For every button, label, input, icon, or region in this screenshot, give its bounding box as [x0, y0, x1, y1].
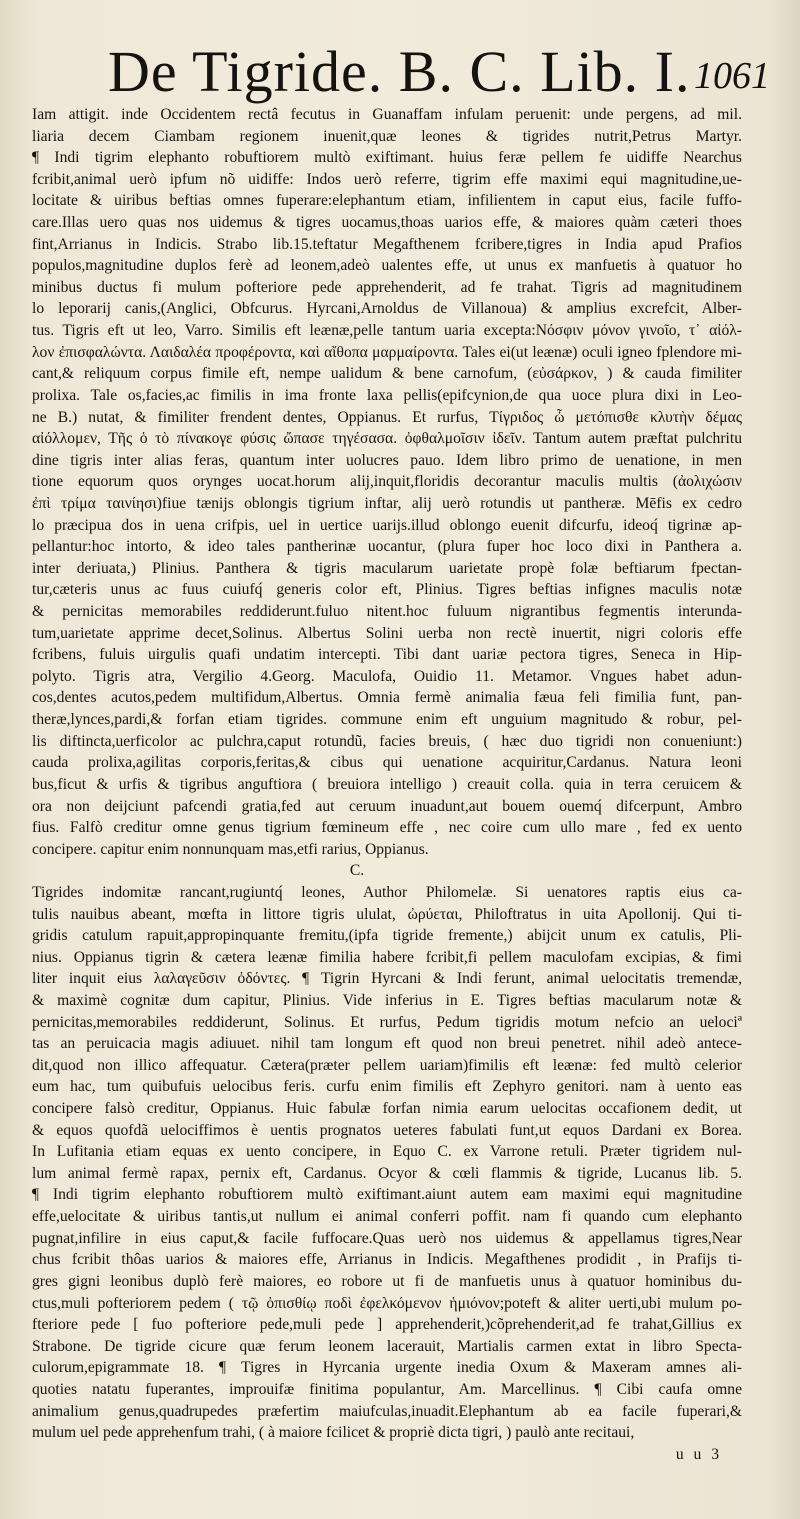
text-line: tus. Tigris eft ut leo, Varro. Similis eft leænæ,pelle tantum uaria excepta:Νόσφιν μόνον γινοῖο, τ᾽ αἰόλ- — [32, 322, 742, 340]
text-line: gres gigni leonibus duplò ferè maiores, eo robore ut fi de manfuetis unus à quatuor hominibus du- — [32, 1272, 742, 1290]
text-line: concipere. capitur enim nonnunquam mas,etfi rarius, Oppianus. — [32, 840, 429, 858]
text-line: prolixa. Tale os,facies,ac fimilis in ima fronte laxa pellis(epifcynion,de qua uoce plura dixi in Leo- — [32, 386, 742, 404]
main-text — [32, 104, 742, 1465]
text-line: lo leporarij canis,(Anglici, Obfcurus. Hyrcani,Arnoldus de Villanoua) & amplius excrefcit, Alber- — [32, 300, 742, 318]
text-line: pugnat,infilire in eius caput,& facile fuffocare.Quas uerò nos uidemus & appellamus tigres,Near — [32, 1229, 742, 1247]
text-line: liter inquit eius λαλαγεῦσιν ὀδόντες. ¶ Tigrin Hyrcani & Indi ferunt, animal uelocitatis tremendæ, — [32, 970, 742, 988]
text-line: & equos quofdã uelociffimos è uentis prognatos ueteres fabulati funt,ut equos Dardani ex Borea. — [32, 1121, 742, 1139]
text-line: fius. Falfò creditur omne genus tigrium fœmineum effe , nec coire cum ullo mare , fed ex uento — [32, 819, 742, 837]
text-section-b — [32, 104, 742, 860]
text-line: tulis nauibus abeant, mœfta in littore tigris ululat, ὠρύεται, Philoftratus in uita Apollonij. Qui ti- — [32, 905, 742, 923]
text-line: cauda prolixa,agilitas corporis,feritas,& cibus qui uenatione acquiritur,Cardanus. Natura leoni — [32, 754, 742, 772]
text-line: locitate & uiribus beftias omnes fuperare:elephantum etiam, infilientem in caput eius, facile fuffo- — [32, 192, 742, 210]
text-line: tione equorum quos orynges uocat.horum alij,inquit,floridis decorantur maculis multis (ἀολιχώσιν — [32, 473, 742, 491]
text-line: λον ἐπισφαλώντα. Λαιδαλέα προφέροντα, καὶ αἴθοπα μαρμαίροντα. Tales ei(ut leænæ) oculi igneo fplendore mi- — [32, 343, 742, 361]
text-line: ne B.) nutat, & fimiliter frendent dentes, Oppianus. Et rurfus, Τίγριδος ὦ μετόπισθε κλυτὴν δέμας — [32, 408, 742, 426]
text-line: inter deriuata,) Plinius. Panthera & tigris macularum uarietate propè folæ beftiarum fpectan- — [32, 559, 742, 577]
text-line: concipere falsò creditur, Oppianus. Huic fabulæ forfan nimia earum uelocitas occafionem dedit, ut — [32, 1100, 742, 1118]
text-line: dit,quod non illico affequatur. Cætera(præter pellem uariam)fimilis eft leænæ: fed multò celerior — [32, 1056, 742, 1074]
text-line: pellantur:hoc intorto, & ideo tales pantherinæ uocantur, (plura fuper hoc loco dixi in Panthera a. — [32, 538, 742, 556]
text-line: tum,uarietate apprime decet,Solinus. Albertus Solini uerba non rectè inuertit, nigri coloris effe — [32, 624, 742, 642]
text-line: fint,Arrianus in Indicis. Strabo lib.15.teftatur Megafthenem fcribere,tigres in India apud Prafios — [32, 235, 742, 253]
section-heading: C. — [349, 862, 365, 880]
text-line: gridis catulum rapuit,appropinquante fremitu,(ipfa tigride fremente,) abijcit unum ex catulis, Pli- — [32, 927, 742, 945]
text-line: fcribens, fuluis uirgulis quafi undatim intercepti. Tibi dant uariæ pectora tigres, Seneca in Hip- — [32, 646, 742, 664]
text-line: fcribit,animal uerò ipfum nõ uidiffe: Indos uerò referre, tigrim effe maximi equi magnitudine,ue- — [32, 170, 742, 188]
text-line: αἰόλλομεν, Τῆς ὁ τὸ πίνακογε φύσις ὤπασε τηγέσασα. ὀφθαλμοῖσιν ἰδεῖν. Tantum autem præftat pulchritu — [32, 430, 742, 448]
text-line: fteriore pede [ fuo pofteriore pede,muli pede ] apprehenderit,)cõprehenderit,ad fe trahat,Gillius ex — [32, 1316, 742, 1334]
text-line: liaria decem Ciambam regionem inuenit,quæ leones & tigrides nutrit,Petrus Martyr. — [32, 127, 742, 145]
text-line: eum hac, tum quibufuis uelocibus feris. curfu enim fimilis eft Zephyro genitori. nam à uento eas — [32, 1078, 742, 1096]
text-line: & pernicitas memorabiles reddiderunt.fuluo nitent.hoc fuluum nigrantibus fegmentis interunda- — [32, 603, 742, 621]
text-line: bus,ficut & urfis & tigribus anguftiora ( breuiora intelligo ) creauit colla. quia in terra ceruicem & — [32, 775, 742, 793]
text-line: populos,magnitudine duplos ferè ad leonem,adeò ualentes effe, ut unus ex manfuetis à quatuor ho — [32, 257, 742, 275]
text-line: pernicitas,memorabiles reddiderunt, Solinus. Et rurfus, Pedum tigridis motum nefcio an uelociª — [32, 1013, 742, 1031]
text-line: ¶ Indi tigrim elephanto robuftiorem multò exiftimant. huius feræ pellem fe uidiffe Nearchus — [32, 149, 742, 167]
text-line: Strabone. De tigride cicure quæ ferum leonem lacerauit, Martialis carmen extat in libro Specta- — [32, 1337, 742, 1355]
text-line: nius. Oppianus tigrin & cætera leænæ fimilia habere fcribit,fi pellem maculofam excipias, & fimi — [32, 948, 742, 966]
text-line: tur,cæteris unus ac fuus cuiufq́ generis color eft, Plinius. Tigres beftias infignes maculis notæ — [32, 581, 742, 599]
text-line: cant,& reliquum corpus fimile eft, nempe ualidum & bene carnofum, (εὐσάρκον, ) & cauda fimiliter — [32, 365, 742, 383]
page-number: 1061 — [694, 55, 770, 97]
running-title: De Tigride. B. C. Lib. I. — [108, 39, 691, 104]
text-line: ἐπὶ τρίμα ταινίησι)fiue tænijs oblongis tigrium inftar, alij uerò rotundis ut pantheræ. Mēfis ex cedro — [32, 494, 742, 512]
text-line: mulum uel pede apprehenfum trahi, ( à maiore fcilicet & propriè dicta tigri, ) paulò ante recitaui, — [32, 1424, 635, 1442]
text-line: ora non deijciunt pafcendi gratia,fed aut ceruum inuadunt,aut bouem ouemq́ difcerpunt, Ambro — [32, 797, 742, 815]
text-line: lo præcipua dos in uena crifpis, uel in uertice uarijs.illud oblongo euenit difcurfu, ideoq́ tigrinæ ap- — [32, 516, 742, 534]
catchword: u u 3 — [675, 1445, 722, 1463]
text-line: & maximè cognitæ dum capitur, Plinius. Vide inferius in E. Tigres beftias macularum notæ & — [32, 991, 742, 1009]
text-line: tas an peruicacia magis adiuuet. nihil tam longum eft quod non breui penetret. nihil adeò antece- — [32, 1035, 742, 1053]
text-line: Iam attigit. inde Occidentem rectâ fecutus in Guanaffam infulam peruenit: unde pergens, ad mil. — [32, 106, 742, 123]
text-line: cos,dentes acutos,pedem multifidum,Albertus. Omnia fermè animalia fæua feli fimilia funt, pan- — [32, 689, 742, 707]
text-line: culorum,epigrammate 18. ¶ Tigres in Hyrcania urgente inedia Oxum & Maxeram amnes ali- — [32, 1359, 742, 1377]
text-line: quoties natatu fuperantes, improuifæ finitima populantur, Am. Marcellinus. ¶ Cibi caufa omne — [32, 1380, 742, 1398]
text-line: animalium genus,quadrupedes præfertim maiufculas,inuadit.Elephantum ab ea facile fuperari,& — [32, 1402, 742, 1420]
text-line: In Lufitania etiam equas ex uento concipere, in Equo C. ex Varrone retuli. Præter tigridem nul- — [32, 1143, 742, 1161]
text-line: dine tigris inter alias feras, quantum inter uolucres pauo. Idem libro primo de uenatione, in men — [32, 451, 742, 469]
text-line: lis diftincta,uerficolor ac pulchra,caput rotundũ, facies breuis, ( hæc duo tigridi non conueniunt:) — [32, 732, 742, 750]
text-line: chus fcribit thôas uarios & maiores effe, Arrianus in Indicis. Megafthenes prodidit , in Prafijs ti- — [32, 1251, 742, 1269]
text-line: Tigrides indomitæ rancant,rugiuntq́ leones, Author Philomelæ. Si uenatores raptis eius ca- — [32, 883, 742, 901]
text-line: ctus,muli pofteriorem pedem ( τῷ ὀπισθίῳ ποδὶ ἐφελκόμενον ἡμιόνον;poteft & aliter uerti,ubi mulum po- — [32, 1294, 742, 1312]
text-line: polyto. Tigris atra, Vergilio 4.Georg. Maculofa, Ouidio 11. Metamor. Vngues habet adun- — [32, 667, 742, 685]
text-line: minibus ductus fi mulum pofteriore pede apprehenderit, ad fe trahat. Tigris ad magnitudinem — [32, 278, 742, 296]
text-line: theræ,lynces,pardi,& forfan etiam tigrides. commune enim eft unguium magnitudo & robur, pel- — [32, 711, 742, 729]
text-line: ¶ Indi tigrim elephanto robuftiorem multò exiftimant.aiunt autem eam maximi equi magnitudine — [32, 1186, 742, 1204]
text-line: effe,uelocitate & uiribus tantis,ut nullum ei animal conferri poffit. nam fi quando cum elephanto — [32, 1208, 742, 1226]
text-line: care.Illas uero quas nos uidemus & tigres uocamus,thoas uarios effe, & maiores quàm cæteri thoes — [32, 214, 742, 232]
text-section-c — [32, 882, 742, 1444]
text-line: lum animal fermè rapax, pernix eft, Cardanus. Ocyor & cœli flammis & tigride, Lucanus lib. 5. — [32, 1164, 742, 1182]
page-header — [20, 39, 770, 104]
